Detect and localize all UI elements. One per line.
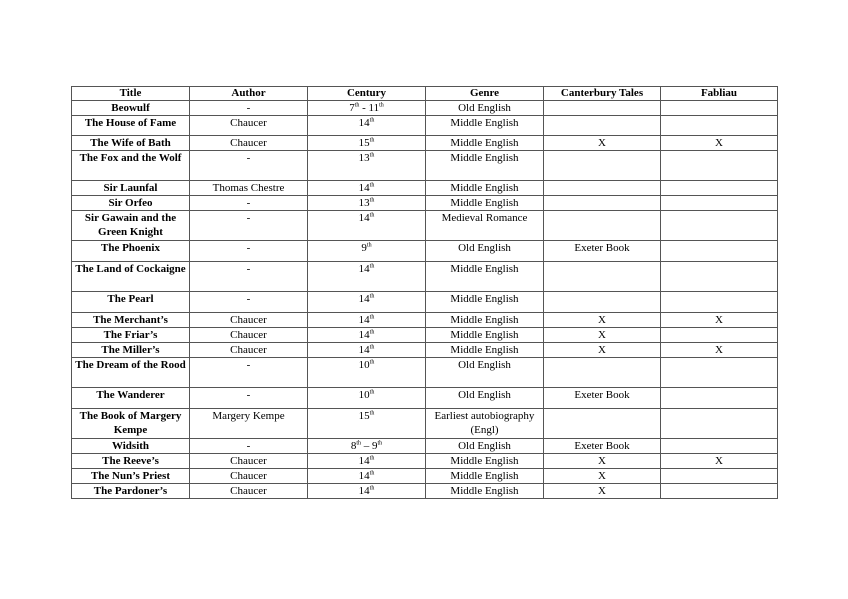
cell-title: Beowulf	[72, 101, 190, 116]
cell-title: Sir Orfeo	[72, 196, 190, 211]
cell-century: 7th - 11th	[308, 101, 426, 116]
cell-canterbury-tales	[544, 262, 661, 292]
cell-canterbury-tales	[544, 196, 661, 211]
cell-century: 15th	[308, 409, 426, 439]
cell-canterbury-tales	[544, 101, 661, 116]
cell-title: The Pardoner’s	[72, 484, 190, 499]
cell-genre: Old English	[426, 358, 544, 388]
table-row	[72, 116, 778, 136]
cell-genre: Middle English	[426, 343, 544, 358]
table-row	[72, 313, 778, 328]
table-row	[72, 262, 778, 292]
cell-author: Chaucer	[190, 328, 308, 343]
cell-author: Chaucer	[190, 136, 308, 151]
header-fabliau: Fabliau	[661, 87, 778, 101]
cell-fabliau: X	[661, 343, 778, 358]
cell-author: Thomas Chestre	[190, 181, 308, 196]
cell-genre: Middle English	[426, 469, 544, 484]
cell-genre: Middle English	[426, 292, 544, 313]
cell-fabliau	[661, 388, 778, 409]
literature-table	[71, 86, 778, 499]
cell-century: 14th	[308, 313, 426, 328]
table-row	[72, 454, 778, 469]
cell-author: Chaucer	[190, 313, 308, 328]
cell-canterbury-tales	[544, 116, 661, 136]
cell-fabliau	[661, 409, 778, 439]
table-row	[72, 409, 778, 439]
cell-fabliau	[661, 262, 778, 292]
header-row	[72, 87, 778, 101]
cell-author: Chaucer	[190, 469, 308, 484]
cell-canterbury-tales: X	[544, 328, 661, 343]
cell-genre: Middle English	[426, 181, 544, 196]
header-genre: Genre	[426, 87, 544, 101]
cell-century: 14th	[308, 262, 426, 292]
cell-title: The Pearl	[72, 292, 190, 313]
cell-title: The Dream of the Rood	[72, 358, 190, 388]
cell-genre: Middle English	[426, 116, 544, 136]
cell-genre: Middle English	[426, 328, 544, 343]
cell-title: The Land of Cockaigne	[72, 262, 190, 292]
cell-genre: Middle English	[426, 484, 544, 499]
cell-canterbury-tales: X	[544, 454, 661, 469]
cell-title: Sir Gawain and the Green Knight	[72, 211, 190, 241]
header-century: Century	[308, 87, 426, 101]
table-row	[72, 343, 778, 358]
table-row	[72, 196, 778, 211]
cell-title: The Fox and the Wolf	[72, 151, 190, 181]
cell-canterbury-tales: Exeter Book	[544, 439, 661, 454]
cell-genre: Old English	[426, 439, 544, 454]
table-row	[72, 292, 778, 313]
table-row	[72, 484, 778, 499]
header-author: Author	[190, 87, 308, 101]
cell-title: The Wanderer	[72, 388, 190, 409]
cell-century: 14th	[308, 484, 426, 499]
cell-canterbury-tales	[544, 292, 661, 313]
cell-fabliau	[661, 211, 778, 241]
cell-genre: Middle English	[426, 151, 544, 181]
cell-century: 14th	[308, 469, 426, 484]
cell-author: Margery Kempe	[190, 409, 308, 439]
table-row	[72, 181, 778, 196]
cell-author: -	[190, 388, 308, 409]
cell-genre: Earliest autobiography (Engl)	[426, 409, 544, 439]
cell-genre: Middle English	[426, 196, 544, 211]
cell-fabliau	[661, 358, 778, 388]
cell-title: The Wife of Bath	[72, 136, 190, 151]
table-row	[72, 388, 778, 409]
cell-title: The Reeve’s	[72, 454, 190, 469]
cell-author: -	[190, 101, 308, 116]
cell-fabliau: X	[661, 454, 778, 469]
cell-century: 14th	[308, 292, 426, 313]
cell-century: 14th	[308, 116, 426, 136]
cell-canterbury-tales	[544, 409, 661, 439]
cell-title: Sir Launfal	[72, 181, 190, 196]
cell-fabliau	[661, 151, 778, 181]
cell-century: 9th	[308, 241, 426, 262]
cell-genre: Middle English	[426, 136, 544, 151]
cell-century: 14th	[308, 211, 426, 241]
cell-author: Chaucer	[190, 116, 308, 136]
table-row	[72, 358, 778, 388]
cell-title: The Book of Margery Kempe	[72, 409, 190, 439]
cell-author: -	[190, 292, 308, 313]
cell-canterbury-tales: X	[544, 313, 661, 328]
table-row	[72, 136, 778, 151]
cell-title: The Miller’s	[72, 343, 190, 358]
table-row	[72, 151, 778, 181]
cell-fabliau	[661, 241, 778, 262]
cell-century: 10th	[308, 388, 426, 409]
cell-genre: Old English	[426, 388, 544, 409]
table-body	[72, 101, 778, 499]
cell-canterbury-tales: X	[544, 469, 661, 484]
cell-genre: Middle English	[426, 454, 544, 469]
cell-author: -	[190, 196, 308, 211]
cell-genre: Medieval Romance	[426, 211, 544, 241]
cell-fabliau: X	[661, 136, 778, 151]
cell-genre: Middle English	[426, 313, 544, 328]
cell-genre: Old English	[426, 241, 544, 262]
cell-century: 14th	[308, 343, 426, 358]
cell-author: Chaucer	[190, 343, 308, 358]
cell-canterbury-tales	[544, 151, 661, 181]
cell-author: Chaucer	[190, 484, 308, 499]
cell-century: 14th	[308, 181, 426, 196]
header-title: Title	[72, 87, 190, 101]
cell-century: 15th	[308, 136, 426, 151]
table-row	[72, 439, 778, 454]
table-row	[72, 469, 778, 484]
cell-fabliau	[661, 292, 778, 313]
cell-fabliau	[661, 469, 778, 484]
table-row	[72, 241, 778, 262]
cell-canterbury-tales: Exeter Book	[544, 241, 661, 262]
cell-canterbury-tales: X	[544, 343, 661, 358]
cell-title: The Merchant’s	[72, 313, 190, 328]
cell-fabliau	[661, 196, 778, 211]
cell-author: -	[190, 262, 308, 292]
table-row	[72, 328, 778, 343]
cell-fabliau	[661, 101, 778, 116]
cell-canterbury-tales	[544, 181, 661, 196]
cell-title: The Nun’s Priest	[72, 469, 190, 484]
cell-century: 14th	[308, 454, 426, 469]
cell-title: The Phoenix	[72, 241, 190, 262]
cell-title: The Friar’s	[72, 328, 190, 343]
cell-fabliau	[661, 328, 778, 343]
cell-author: -	[190, 211, 308, 241]
table-row	[72, 101, 778, 116]
cell-author: -	[190, 241, 308, 262]
cell-century: 10th	[308, 358, 426, 388]
cell-genre: Middle English	[426, 262, 544, 292]
cell-author: Chaucer	[190, 454, 308, 469]
cell-canterbury-tales	[544, 358, 661, 388]
cell-canterbury-tales: X	[544, 484, 661, 499]
cell-century: 13th	[308, 151, 426, 181]
cell-author: -	[190, 358, 308, 388]
cell-fabliau: X	[661, 313, 778, 328]
cell-author: -	[190, 439, 308, 454]
cell-fabliau	[661, 116, 778, 136]
cell-century: 8th – 9th	[308, 439, 426, 454]
cell-genre: Old English	[426, 101, 544, 116]
table-row	[72, 211, 778, 241]
cell-canterbury-tales	[544, 211, 661, 241]
cell-canterbury-tales: Exeter Book	[544, 388, 661, 409]
cell-century: 14th	[308, 328, 426, 343]
cell-fabliau	[661, 439, 778, 454]
cell-author: -	[190, 151, 308, 181]
cell-century: 13th	[308, 196, 426, 211]
cell-canterbury-tales: X	[544, 136, 661, 151]
cell-title: The House of Fame	[72, 116, 190, 136]
cell-title: Widsith	[72, 439, 190, 454]
cell-fabliau	[661, 181, 778, 196]
cell-fabliau	[661, 484, 778, 499]
header-canterbury-tales: Canterbury Tales	[544, 87, 661, 101]
